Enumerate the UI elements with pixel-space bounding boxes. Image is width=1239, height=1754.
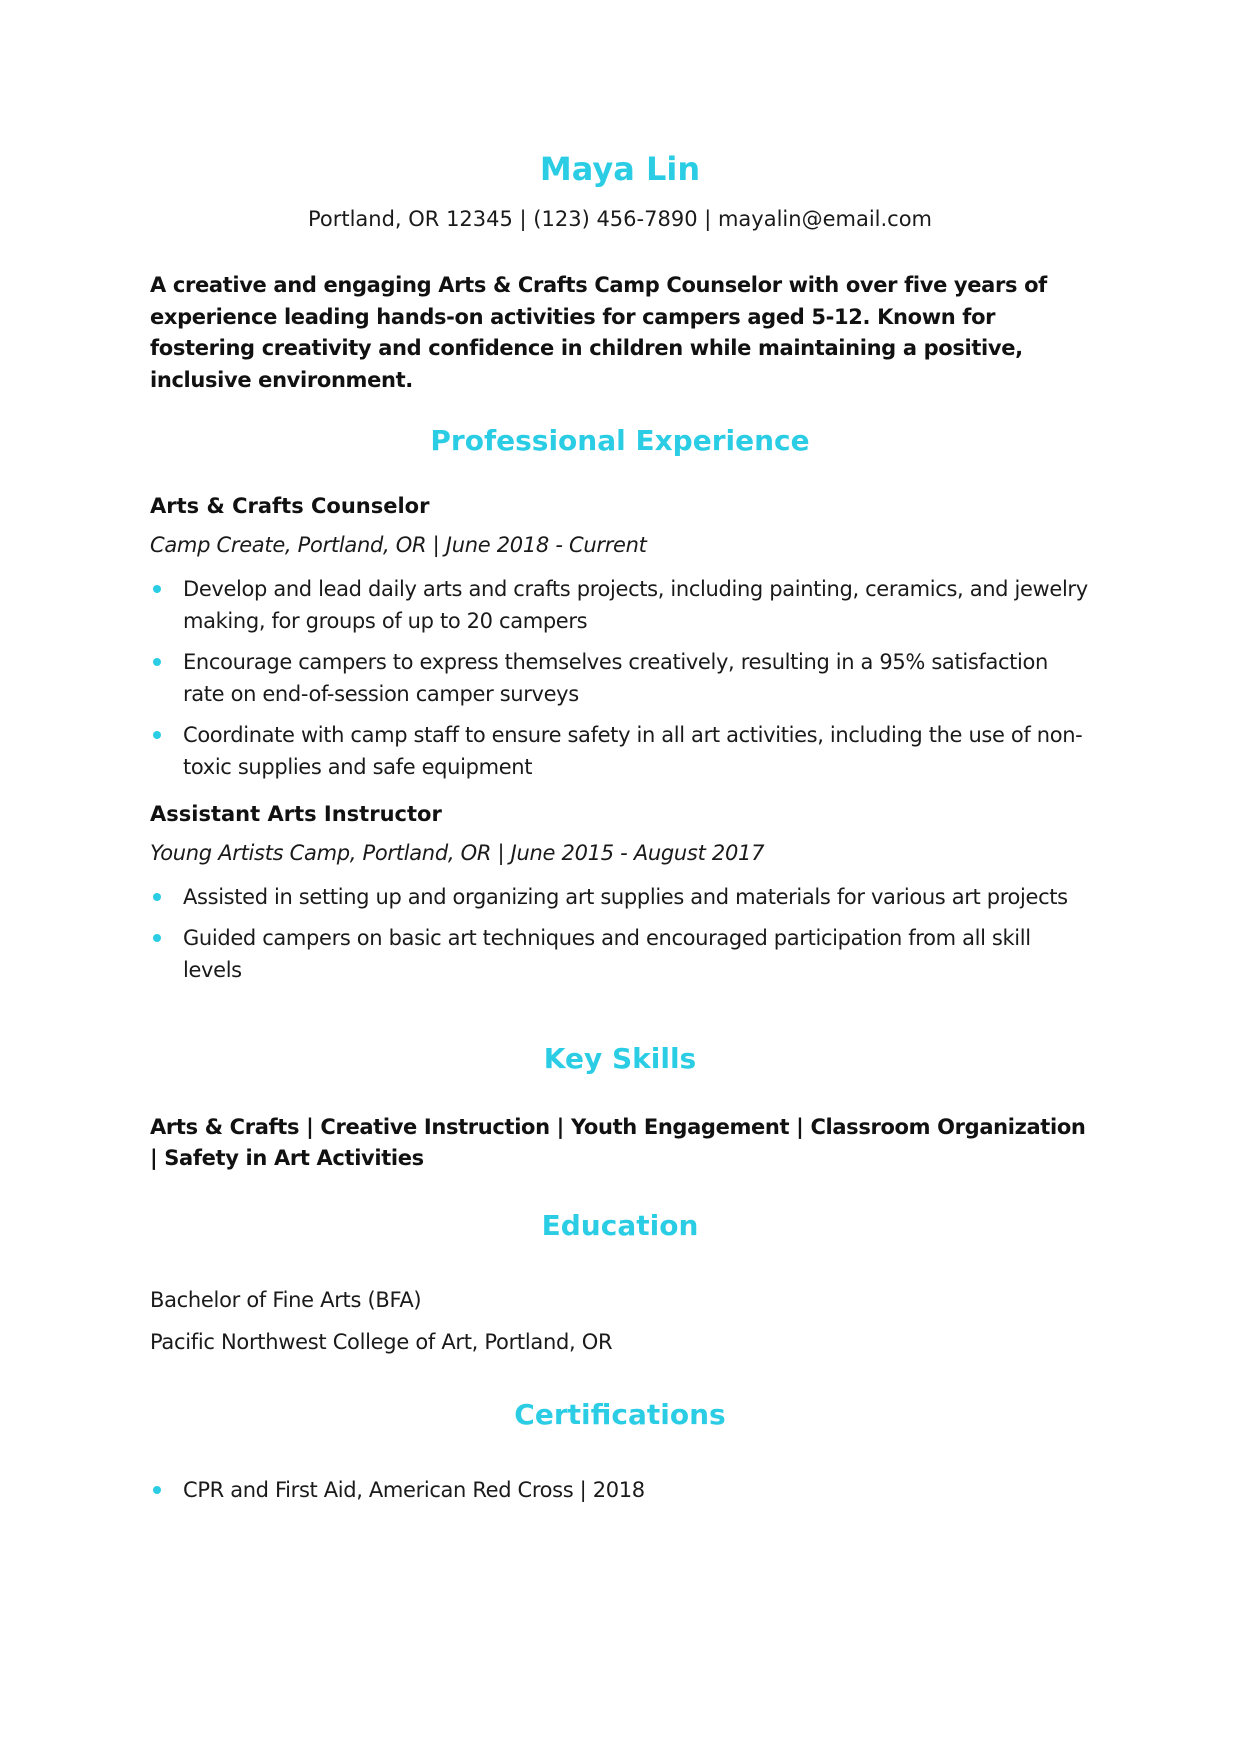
job-meta: Young Artists Camp, Portland, OR | June 2015 - August 2017 — [150, 841, 765, 865]
list-item: Coordinate with camp staff to ensure safety in all art activities, including the use of non-toxic supplies and safe equipment — [150, 719, 1090, 783]
section-title-certifications: Certifications — [514, 1398, 726, 1431]
bullet-icon — [153, 731, 161, 739]
list-item: CPR and First Aid, American Red Cross | 2018 — [150, 1474, 1090, 1506]
list-item: Guided campers on basic art techniques and encouraged participation from all skill levels — [150, 922, 1090, 986]
section-title-experience: Professional Experience — [430, 424, 810, 457]
job-bullets — [150, 881, 1090, 995]
job-meta: Camp Create, Portland, OR | June 2018 - Current — [150, 533, 647, 557]
list-item: Assisted in setting up and organizing art supplies and materials for various art projects — [150, 881, 1090, 913]
section-title-skills: Key Skills — [543, 1042, 697, 1075]
education-degree: Bachelor of Fine Arts (BFA) — [150, 1288, 422, 1312]
job-bullets — [150, 573, 1090, 792]
candidate-name: Maya Lin — [539, 150, 701, 188]
skills-list: Arts & Crafts | Creative Instruction | Youth Engagement | Classroom Organization | Safety in Art Activities — [150, 1115, 1086, 1170]
professional-summary: A creative and engaging Arts & Crafts Camp Counselor with over five years of experience leading hands-on activities for campers aged 5-12. Known for fostering creativity and confidence in children while maintaining a positive, inclusive environment. — [150, 273, 1047, 392]
job-title: Assistant Arts Instructor — [150, 802, 442, 826]
list-item: Develop and lead daily arts and crafts projects, including painting, ceramics, and jewelry making, for groups of up to 20 campers — [150, 573, 1090, 637]
bullet-icon — [153, 658, 161, 666]
section-title-education: Education — [541, 1209, 699, 1242]
bullet-icon — [153, 893, 161, 901]
education-school: Pacific Northwest College of Art, Portland, OR — [150, 1330, 613, 1354]
job-title: Arts & Crafts Counselor — [150, 494, 430, 518]
bullet-icon — [153, 934, 161, 942]
contact-info: Portland, OR 12345 | (123) 456-7890 | mayalin@email.com — [307, 207, 933, 231]
certifications-list — [150, 1474, 1090, 1515]
bullet-icon — [153, 585, 161, 593]
bullet-icon — [153, 1486, 161, 1494]
list-item: Encourage campers to express themselves creatively, resulting in a 95% satisfaction rate on end-of-session camper surveys — [150, 646, 1090, 710]
